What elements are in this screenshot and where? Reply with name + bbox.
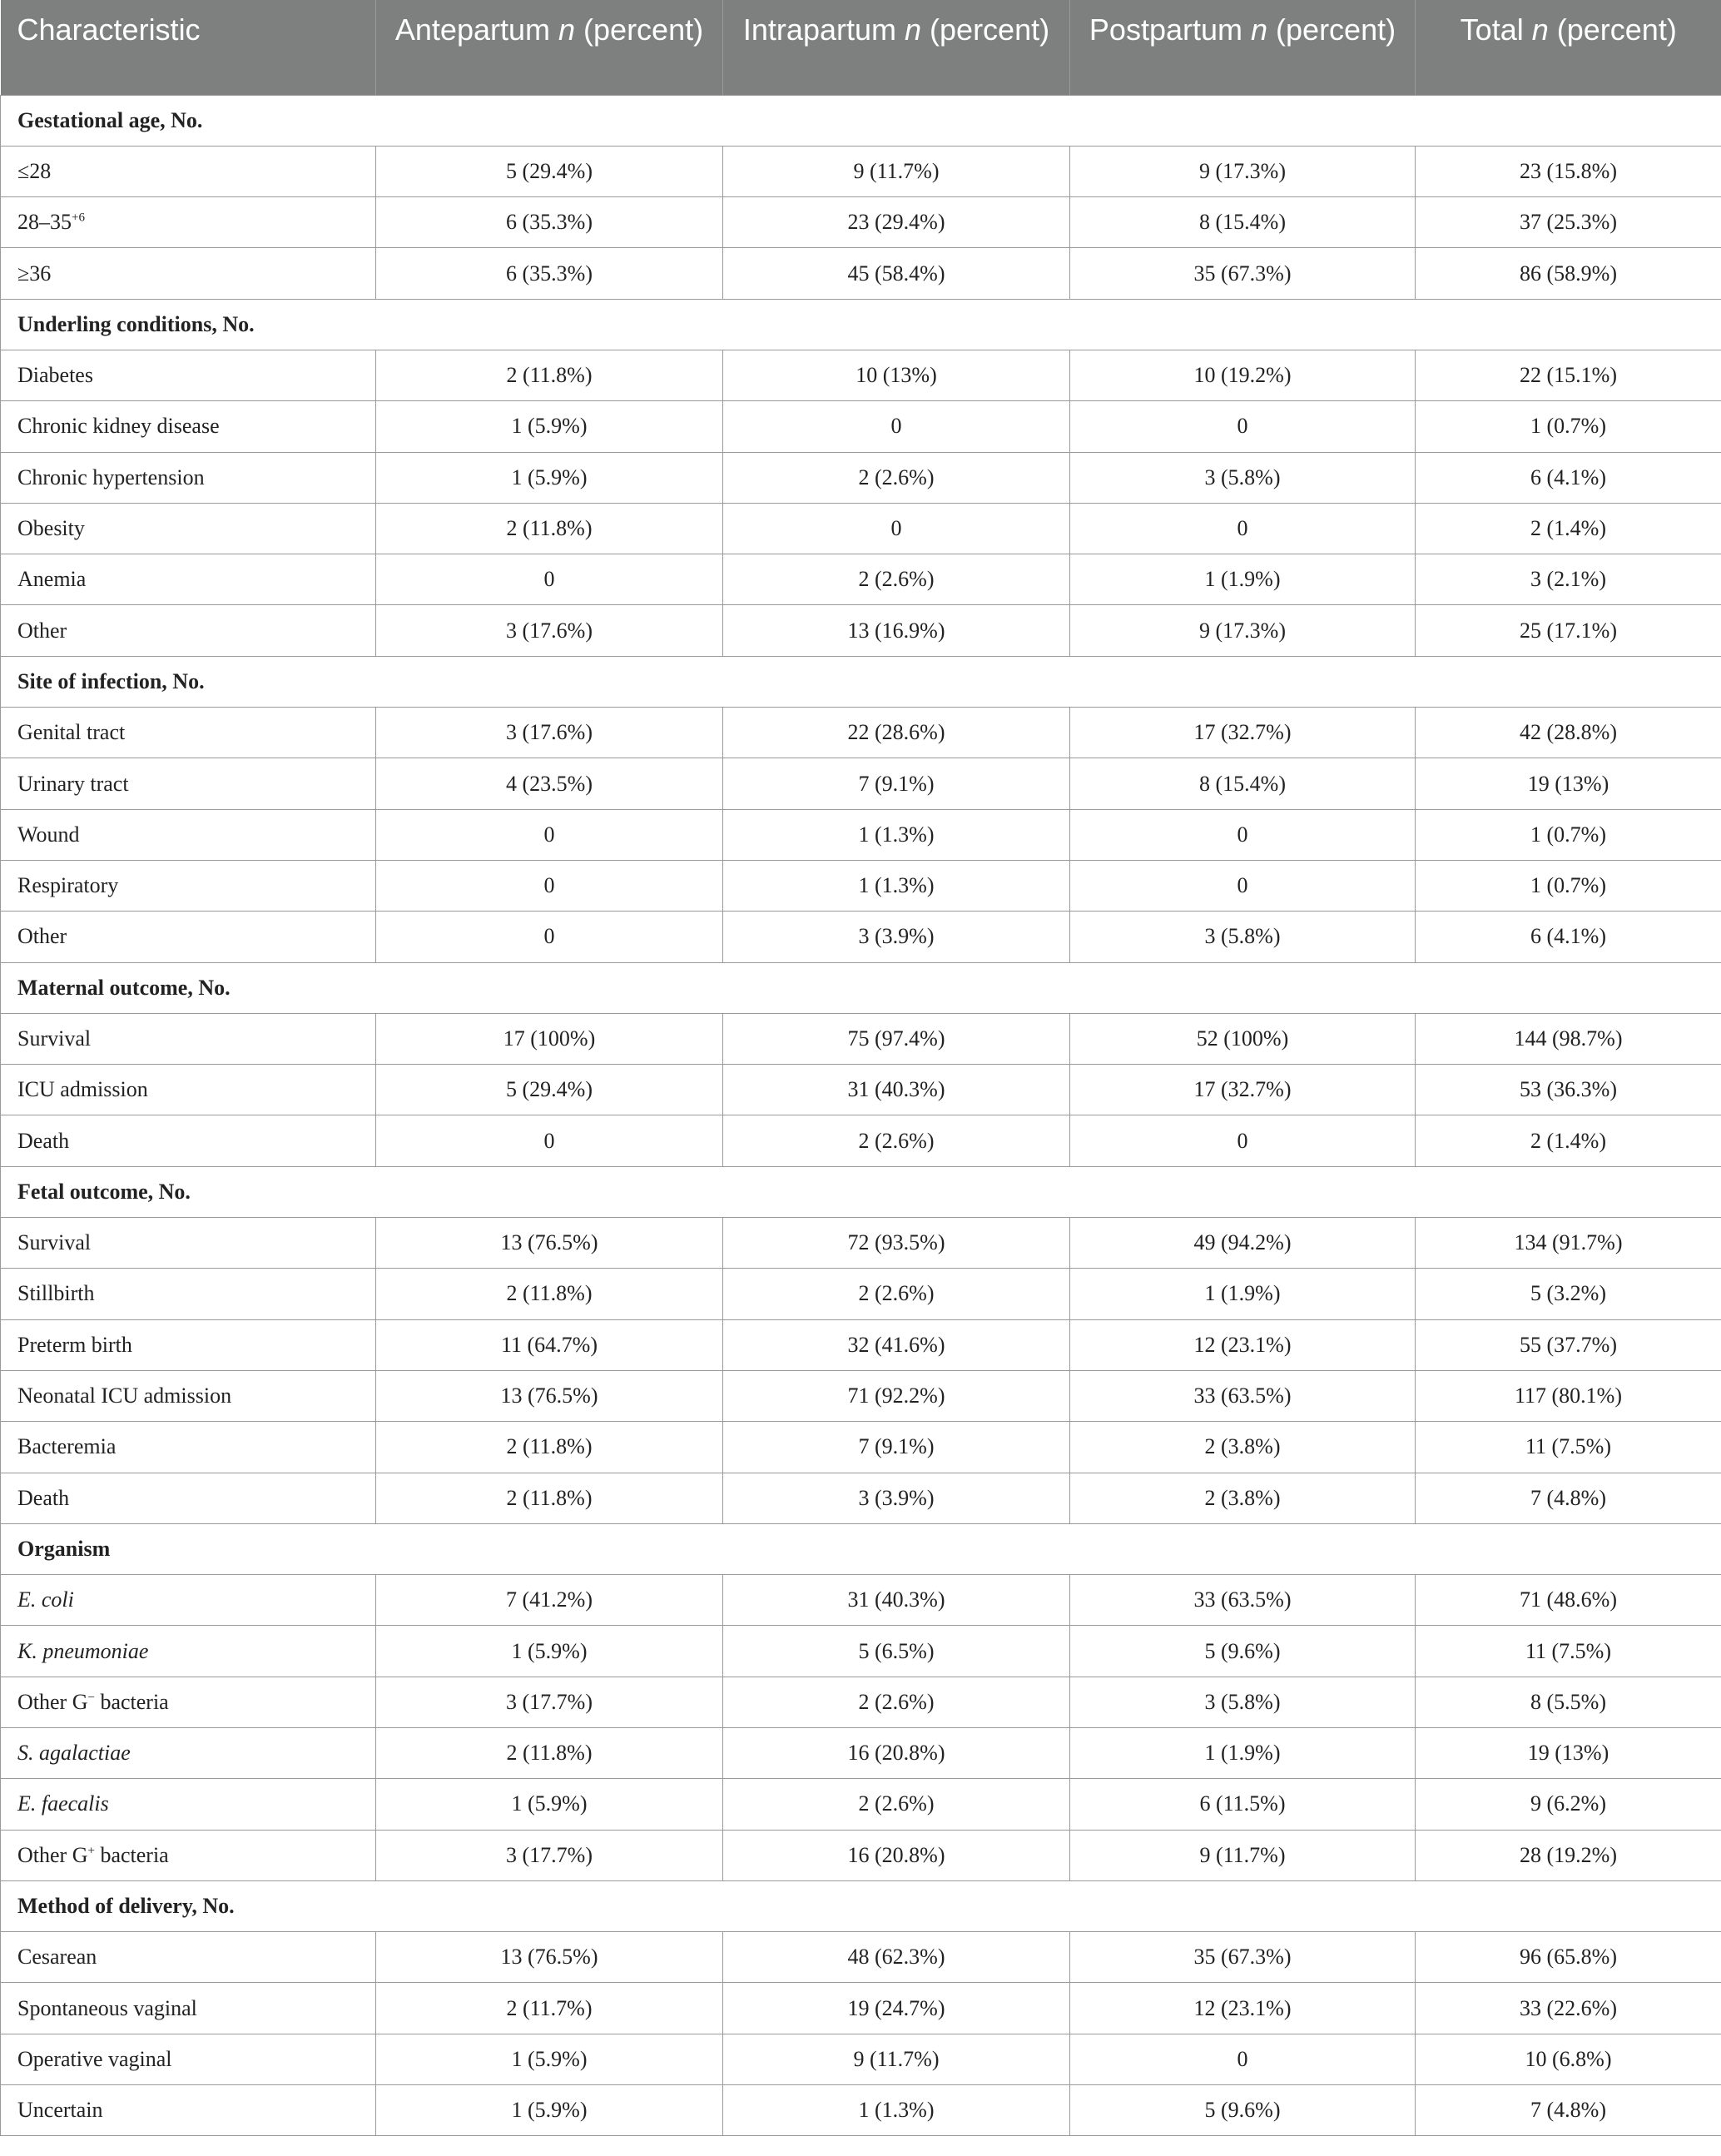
antepartum-value: 6 (35.3%) [376,197,723,248]
table-row [1,1269,1721,1319]
row-label: ≤28 [1,146,376,196]
row-label: Other G− bacteria [1,1677,376,1727]
total-value: 1 (0.7%) [1416,401,1721,452]
intrapartum-value: 5 (6.5%) [723,1626,1070,1677]
intrapartum-value: 7 (9.1%) [723,1422,1070,1473]
postpartum-value: 17 (32.7%) [1070,1065,1416,1115]
total-value: 7 (4.8%) [1416,2085,1721,2136]
antepartum-value: 3 (17.7%) [376,1677,723,1727]
table-row [1,1013,1721,1064]
intrapartum-value: 2 (2.6%) [723,452,1070,503]
postpartum-value: 0 [1070,503,1416,554]
header-intrapartum: Intrapartum n (percent) [723,0,1070,95]
total-value: 1 (0.7%) [1416,860,1721,911]
intrapartum-value: 2 (2.6%) [723,1779,1070,1830]
total-value: 37 (25.3%) [1416,197,1721,248]
antepartum-value: 0 [376,912,723,962]
antepartum-value: 0 [376,1115,723,1166]
table-row [1,2085,1721,2136]
table-row [1,1677,1721,1727]
intrapartum-value: 31 (40.3%) [723,1575,1070,1626]
row-label: $28-35^{+6}$ [1,197,376,248]
postpartum-value: 1 (1.9%) [1070,554,1416,605]
row-label: Neonatal ICU admission [1,1370,376,1421]
table-row [1,912,1721,962]
section-title: Organism [1,1523,1721,1574]
antepartum-value: 2 (11.8%) [376,503,723,554]
section-title: Gestational age, No. [1,95,1721,146]
table-row [1,1218,1721,1269]
antepartum-value: 0 [376,860,723,911]
table-row [1,860,1721,911]
postpartum-value: 8 (15.4%) [1070,197,1416,248]
antepartum-value: 17 (100%) [376,1013,723,1064]
postpartum-value: 9 (17.3%) [1070,146,1416,196]
row-label: Death [1,1473,376,1523]
intrapartum-value: 13 (16.9%) [723,605,1070,656]
postpartum-value: 1 (1.9%) [1070,1269,1416,1319]
postpartum-value: 3 (5.8%) [1070,912,1416,962]
antepartum-value: 1 (5.9%) [376,2034,723,2084]
row-label: Other G+ bacteria [1,1830,376,1880]
row-label: ICU admission [1,1065,376,1115]
antepartum-value: 2 (11.8%) [376,1473,723,1523]
antepartum-value: 5 (29.4%) [376,1065,723,1115]
row-label: Chronic kidney disease [1,401,376,452]
table-row [1,1575,1721,1626]
section-row [1,299,1721,350]
row-label: Other [1,605,376,656]
intrapartum-value: 75 (97.4%) [723,1013,1070,1064]
row-label: Operative vaginal [1,2034,376,2084]
postpartum-value: 0 [1070,2034,1416,2084]
row-label: Spontaneous vaginal [1,1983,376,2034]
postpartum-value: 49 (94.2%) [1070,1218,1416,1269]
antepartum-value: 1 (5.9%) [376,452,723,503]
intrapartum-value: 32 (41.6%) [723,1319,1070,1370]
intrapartum-value: 10 (13%) [723,350,1070,400]
antepartum-value: 0 [376,554,723,605]
table-row [1,1370,1721,1421]
intrapartum-value: 3 (3.9%) [723,1473,1070,1523]
intrapartum-value: 16 (20.8%) [723,1830,1070,1880]
intrapartum-value: 2 (2.6%) [723,554,1070,605]
header-antepartum: Antepartum n (percent) [376,0,723,95]
intrapartum-value: 2 (2.6%) [723,1115,1070,1166]
postpartum-value: 2 (3.8%) [1070,1422,1416,1473]
total-value: 19 (13%) [1416,758,1721,809]
header-characteristic: Characteristic [1,0,376,95]
row-label: Anemia [1,554,376,605]
antepartum-value: 3 (17.7%) [376,1830,723,1880]
intrapartum-value: 0 [723,401,1070,452]
total-value: 2 (1.4%) [1416,503,1721,554]
intrapartum-value: 1 (1.3%) [723,860,1070,911]
intrapartum-value: 31 (40.3%) [723,1065,1070,1115]
table-row [1,708,1721,758]
total-value: 7 (4.8%) [1416,1473,1721,1523]
postpartum-value: 12 (23.1%) [1070,1319,1416,1370]
total-value: 28 (19.2%) [1416,1830,1721,1880]
postpartum-value: 10 (19.2%) [1070,350,1416,400]
total-value: 144 (98.7%) [1416,1013,1721,1064]
row-label: Obesity [1,503,376,554]
section-row [1,656,1721,707]
postpartum-value: 5 (9.6%) [1070,1626,1416,1677]
total-value: 1 (0.7%) [1416,809,1721,860]
antepartum-value: 2 (11.7%) [376,1983,723,2034]
table-row [1,1319,1721,1370]
section-title: Method of delivery, No. [1,1880,1721,1931]
total-value: 96 (65.8%) [1416,1932,1721,1983]
antepartum-value: 2 (11.8%) [376,1422,723,1473]
section-row [1,95,1721,146]
section-row [1,962,1721,1013]
total-value: 19 (13%) [1416,1728,1721,1779]
total-value: 6 (4.1%) [1416,452,1721,503]
table-row [1,758,1721,809]
intrapartum-value: 2 (2.6%) [723,1677,1070,1727]
total-value: 117 (80.1%) [1416,1370,1721,1421]
total-value: 22 (15.1%) [1416,350,1721,400]
row-label: Wound [1,809,376,860]
total-value: 23 (15.8%) [1416,146,1721,196]
antepartum-value: 1 (5.9%) [376,1779,723,1830]
postpartum-value: 8 (15.4%) [1070,758,1416,809]
intrapartum-value: 19 (24.7%) [723,1983,1070,2034]
row-label: Genital tract [1,708,376,758]
postpartum-value: 6 (11.5%) [1070,1779,1416,1830]
table-row [1,1422,1721,1473]
postpartum-value: 52 (100%) [1070,1013,1416,1064]
antepartum-value: 11 (64.7%) [376,1319,723,1370]
table-row [1,401,1721,452]
intrapartum-value: 1 (1.3%) [723,2085,1070,2136]
table-row [1,350,1721,400]
total-value: 86 (58.9%) [1416,248,1721,299]
postpartum-value: 3 (5.8%) [1070,452,1416,503]
intrapartum-value: 72 (93.5%) [723,1218,1070,1269]
intrapartum-value: 2 (2.6%) [723,1269,1070,1319]
section-row [1,1880,1721,1931]
table-row [1,809,1721,860]
row-label: Chronic hypertension [1,452,376,503]
row-label: Death [1,1115,376,1166]
section-title: Maternal outcome, No. [1,962,1721,1013]
intrapartum-value: 3 (3.9%) [723,912,1070,962]
postpartum-value: 0 [1070,1115,1416,1166]
section-title: Site of infection, No. [1,656,1721,707]
table-row [1,503,1721,554]
row-label: E. faecalis [1,1779,376,1830]
antepartum-value: 6 (35.3%) [376,248,723,299]
intrapartum-value: 45 (58.4%) [723,248,1070,299]
table-row [1,1626,1721,1677]
postpartum-value: 35 (67.3%) [1070,1932,1416,1983]
antepartum-value: 3 (17.6%) [376,708,723,758]
postpartum-value: 3 (5.8%) [1070,1677,1416,1727]
postpartum-value: 33 (63.5%) [1070,1575,1416,1626]
table-row [1,248,1721,299]
table-row [1,554,1721,605]
row-label: K. pneumoniae [1,1626,376,1677]
header-total: Total n (percent) [1416,0,1721,95]
total-value: 42 (28.8%) [1416,708,1721,758]
total-value: 134 (91.7%) [1416,1218,1721,1269]
postpartum-value: 12 (23.1%) [1070,1983,1416,2034]
table-row [1,2034,1721,2084]
total-value: 6 (4.1%) [1416,912,1721,962]
total-value: 53 (36.3%) [1416,1065,1721,1115]
antepartum-value: 13 (76.5%) [376,1370,723,1421]
row-label: E. coli [1,1575,376,1626]
row-label: S. agalactiae [1,1728,376,1779]
row-label: Stillbirth [1,1269,376,1319]
row-label: Respiratory [1,860,376,911]
intrapartum-value: 48 (62.3%) [723,1932,1070,1983]
intrapartum-value: 23 (29.4%) [723,197,1070,248]
total-value: 8 (5.5%) [1416,1677,1721,1727]
total-value: 11 (7.5%) [1416,1626,1721,1677]
intrapartum-value: 0 [723,503,1070,554]
antepartum-value: 7 (41.2%) [376,1575,723,1626]
total-value: 25 (17.1%) [1416,605,1721,656]
intrapartum-value: 9 (11.7%) [723,2034,1070,2084]
row-label: Bacteremia [1,1422,376,1473]
postpartum-value: 0 [1070,401,1416,452]
antepartum-value: 5 (29.4%) [376,146,723,196]
section-title: Fetal outcome, No. [1,1166,1721,1217]
antepartum-value: 0 [376,809,723,860]
table-body [1,95,1721,2136]
row-label: Cesarean [1,1932,376,1983]
total-value: 11 (7.5%) [1416,1422,1721,1473]
section-row [1,1523,1721,1574]
postpartum-value: 0 [1070,860,1416,911]
antepartum-value: 2 (11.8%) [376,1269,723,1319]
total-value: 10 (6.8%) [1416,2034,1721,2084]
postpartum-value: 0 [1070,809,1416,860]
antepartum-value: 2 (11.8%) [376,350,723,400]
intrapartum-value: 16 (20.8%) [723,1728,1070,1779]
table-row [1,1065,1721,1115]
row-label: Urinary tract [1,758,376,809]
antepartum-value: 1 (5.9%) [376,401,723,452]
table-row [1,146,1721,196]
antepartum-value: 2 (11.8%) [376,1728,723,1779]
table-row [1,452,1721,503]
intrapartum-value: 22 (28.6%) [723,708,1070,758]
table-row [1,1779,1721,1830]
intrapartum-value: 1 (1.3%) [723,809,1070,860]
table-row [1,1932,1721,1983]
total-value: 9 (6.2%) [1416,1779,1721,1830]
antepartum-value: 4 (23.5%) [376,758,723,809]
total-value: 2 (1.4%) [1416,1115,1721,1166]
postpartum-value: 5 (9.6%) [1070,2085,1416,2136]
row-label: ≥36 [1,248,376,299]
section-row [1,1166,1721,1217]
table-row [1,1473,1721,1523]
postpartum-value: 9 (11.7%) [1070,1830,1416,1880]
postpartum-value: 2 (3.8%) [1070,1473,1416,1523]
section-title: Underling conditions, No. [1,299,1721,350]
antepartum-value: 1 (5.9%) [376,2085,723,2136]
table-row [1,605,1721,656]
table-row [1,1983,1721,2034]
total-value: 71 (48.6%) [1416,1575,1721,1626]
table-row [1,1728,1721,1779]
table-row [1,197,1721,248]
table-row [1,1830,1721,1880]
total-value: 5 (3.2%) [1416,1269,1721,1319]
row-label: Other [1,912,376,962]
total-value: 3 (2.1%) [1416,554,1721,605]
postpartum-value: 9 (17.3%) [1070,605,1416,656]
antepartum-value: 13 (76.5%) [376,1218,723,1269]
postpartum-value: 17 (32.7%) [1070,708,1416,758]
table-header [1,0,1721,95]
postpartum-value: 35 (67.3%) [1070,248,1416,299]
intrapartum-value: 71 (92.2%) [723,1370,1070,1421]
total-value: 33 (22.6%) [1416,1983,1721,2034]
table-row [1,1115,1721,1166]
row-label: Survival [1,1218,376,1269]
antepartum-value: 1 (5.9%) [376,1626,723,1677]
row-label: Uncertain [1,2085,376,2136]
row-label: Diabetes [1,350,376,400]
header-postpartum: Postpartum n (percent) [1070,0,1416,95]
postpartum-value: 1 (1.9%) [1070,1728,1416,1779]
row-label: Preterm birth [1,1319,376,1370]
antepartum-value: 3 (17.6%) [376,605,723,656]
row-label: Survival [1,1013,376,1064]
total-value: 55 (37.7%) [1416,1319,1721,1370]
intrapartum-value: 9 (11.7%) [723,146,1070,196]
postpartum-value: 33 (63.5%) [1070,1370,1416,1421]
antepartum-value: 13 (76.5%) [376,1932,723,1983]
intrapartum-value: 7 (9.1%) [723,758,1070,809]
